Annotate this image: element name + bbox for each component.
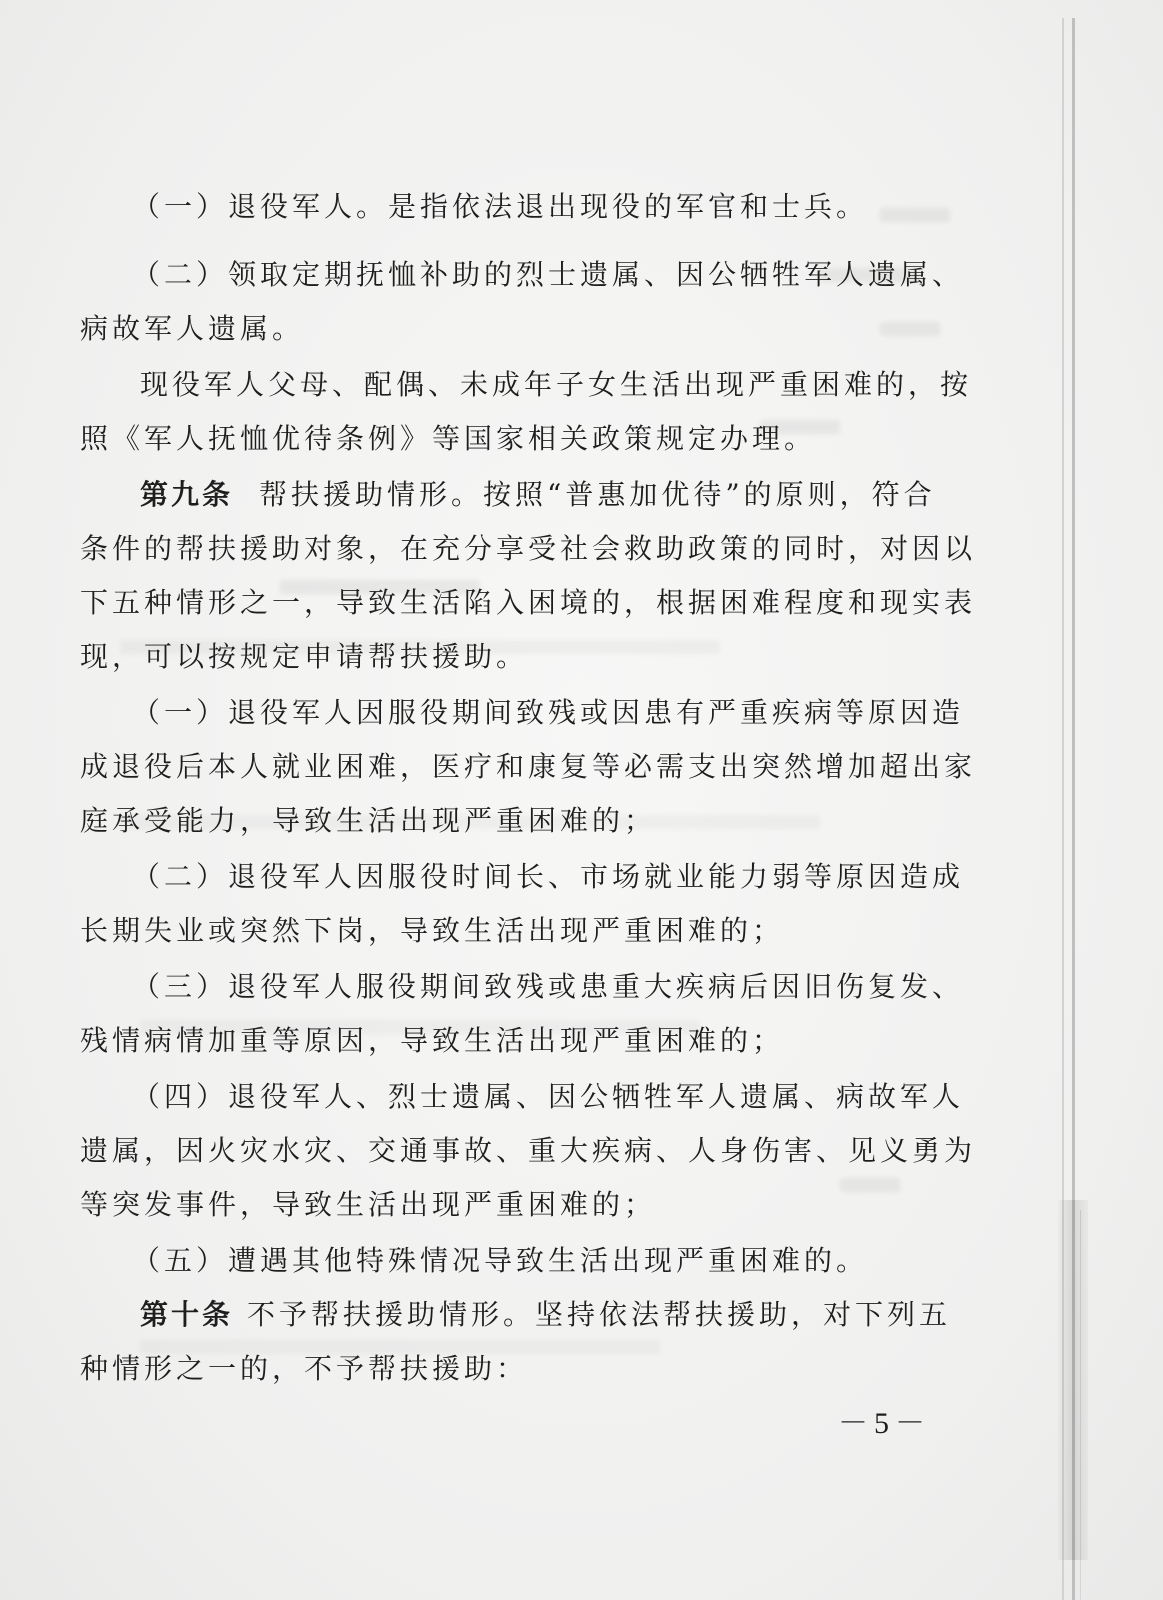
paragraph-line: 长期失业或突然下岗，导致生活出现严重困难的；: [80, 914, 785, 947]
bleed-through-mark: [840, 1178, 900, 1192]
article-9-first-line: [140, 478, 936, 512]
page-number: －5－: [838, 1407, 931, 1440]
scan-edge-shadow: [1058, 1200, 1088, 1560]
paragraph-line: 庭承受能力，导致生活出现严重困难的；: [80, 804, 657, 837]
paragraph-line: 现，可以按规定申请帮扶援助。: [80, 640, 529, 673]
paragraph-line: （二）退役军人因服役时间长、市场就业能力弱等原因造成: [132, 860, 965, 893]
paragraph-line: （一）退役军人因服役期间致残或因患有严重疾病等原因造: [132, 696, 965, 729]
paragraph-line: （四）退役军人、烈士遗属、因公牺牲军人遗属、病故军人: [132, 1080, 965, 1113]
article-heading: 第九条: [140, 478, 234, 511]
article-heading: 第十条: [140, 1298, 234, 1331]
paragraph-line: 遗属，因火灾水灾、交通事故、重大疾病、人身伤害、见义勇为: [80, 1134, 977, 1167]
paragraph-line: 成退役后本人就业困难，医疗和康复等必需支出突然增加超出家: [80, 750, 977, 783]
paragraph-line: （一）退役军人。是指依法退出现役的军官和士兵。: [132, 190, 869, 223]
paragraph-line: （三）退役军人服役期间致残或患重大疾病后因旧伤复发、: [132, 970, 965, 1003]
paragraph-line: 条件的帮扶援助对象，在充分享受社会救助政策的同时，对因以: [80, 532, 977, 565]
bleed-through-mark: [880, 322, 940, 336]
paragraph-line: 等突发事件，导致生活出现严重困难的；: [80, 1188, 657, 1221]
paragraph-line: 照《军人抚恤优待条例》等国家相关政策规定办理。: [80, 422, 817, 455]
paragraph-line: 现役军人父母、配偶、未成年子女生活出现严重困难的，按: [140, 368, 973, 401]
article-10-first-line: [140, 1298, 951, 1332]
paragraph-line: （二）领取定期抚恤补助的烈士遗属、因公牺牲军人遗属、: [132, 258, 965, 291]
paragraph-line: （五）遭遇其他特殊情况导致生活出现严重困难的。: [132, 1244, 869, 1277]
paragraph-line: 不予帮扶援助情形。坚持依法帮扶援助，对下列五: [247, 1298, 952, 1331]
paragraph-line: 帮扶援助情形。按照“普惠加优待”的原则，符合: [259, 478, 936, 511]
bleed-through-mark: [880, 208, 950, 222]
paragraph-line: 残情病情加重等原因，导致生活出现严重困难的；: [80, 1024, 785, 1057]
paragraph-line: 种情形之一的，不予帮扶援助：: [80, 1352, 529, 1385]
paragraph-line: 下五种情形之一，导致生活陷入困境的，根据困难程度和现实表: [80, 586, 977, 619]
paragraph-line: 病故军人遗属。: [80, 312, 305, 345]
